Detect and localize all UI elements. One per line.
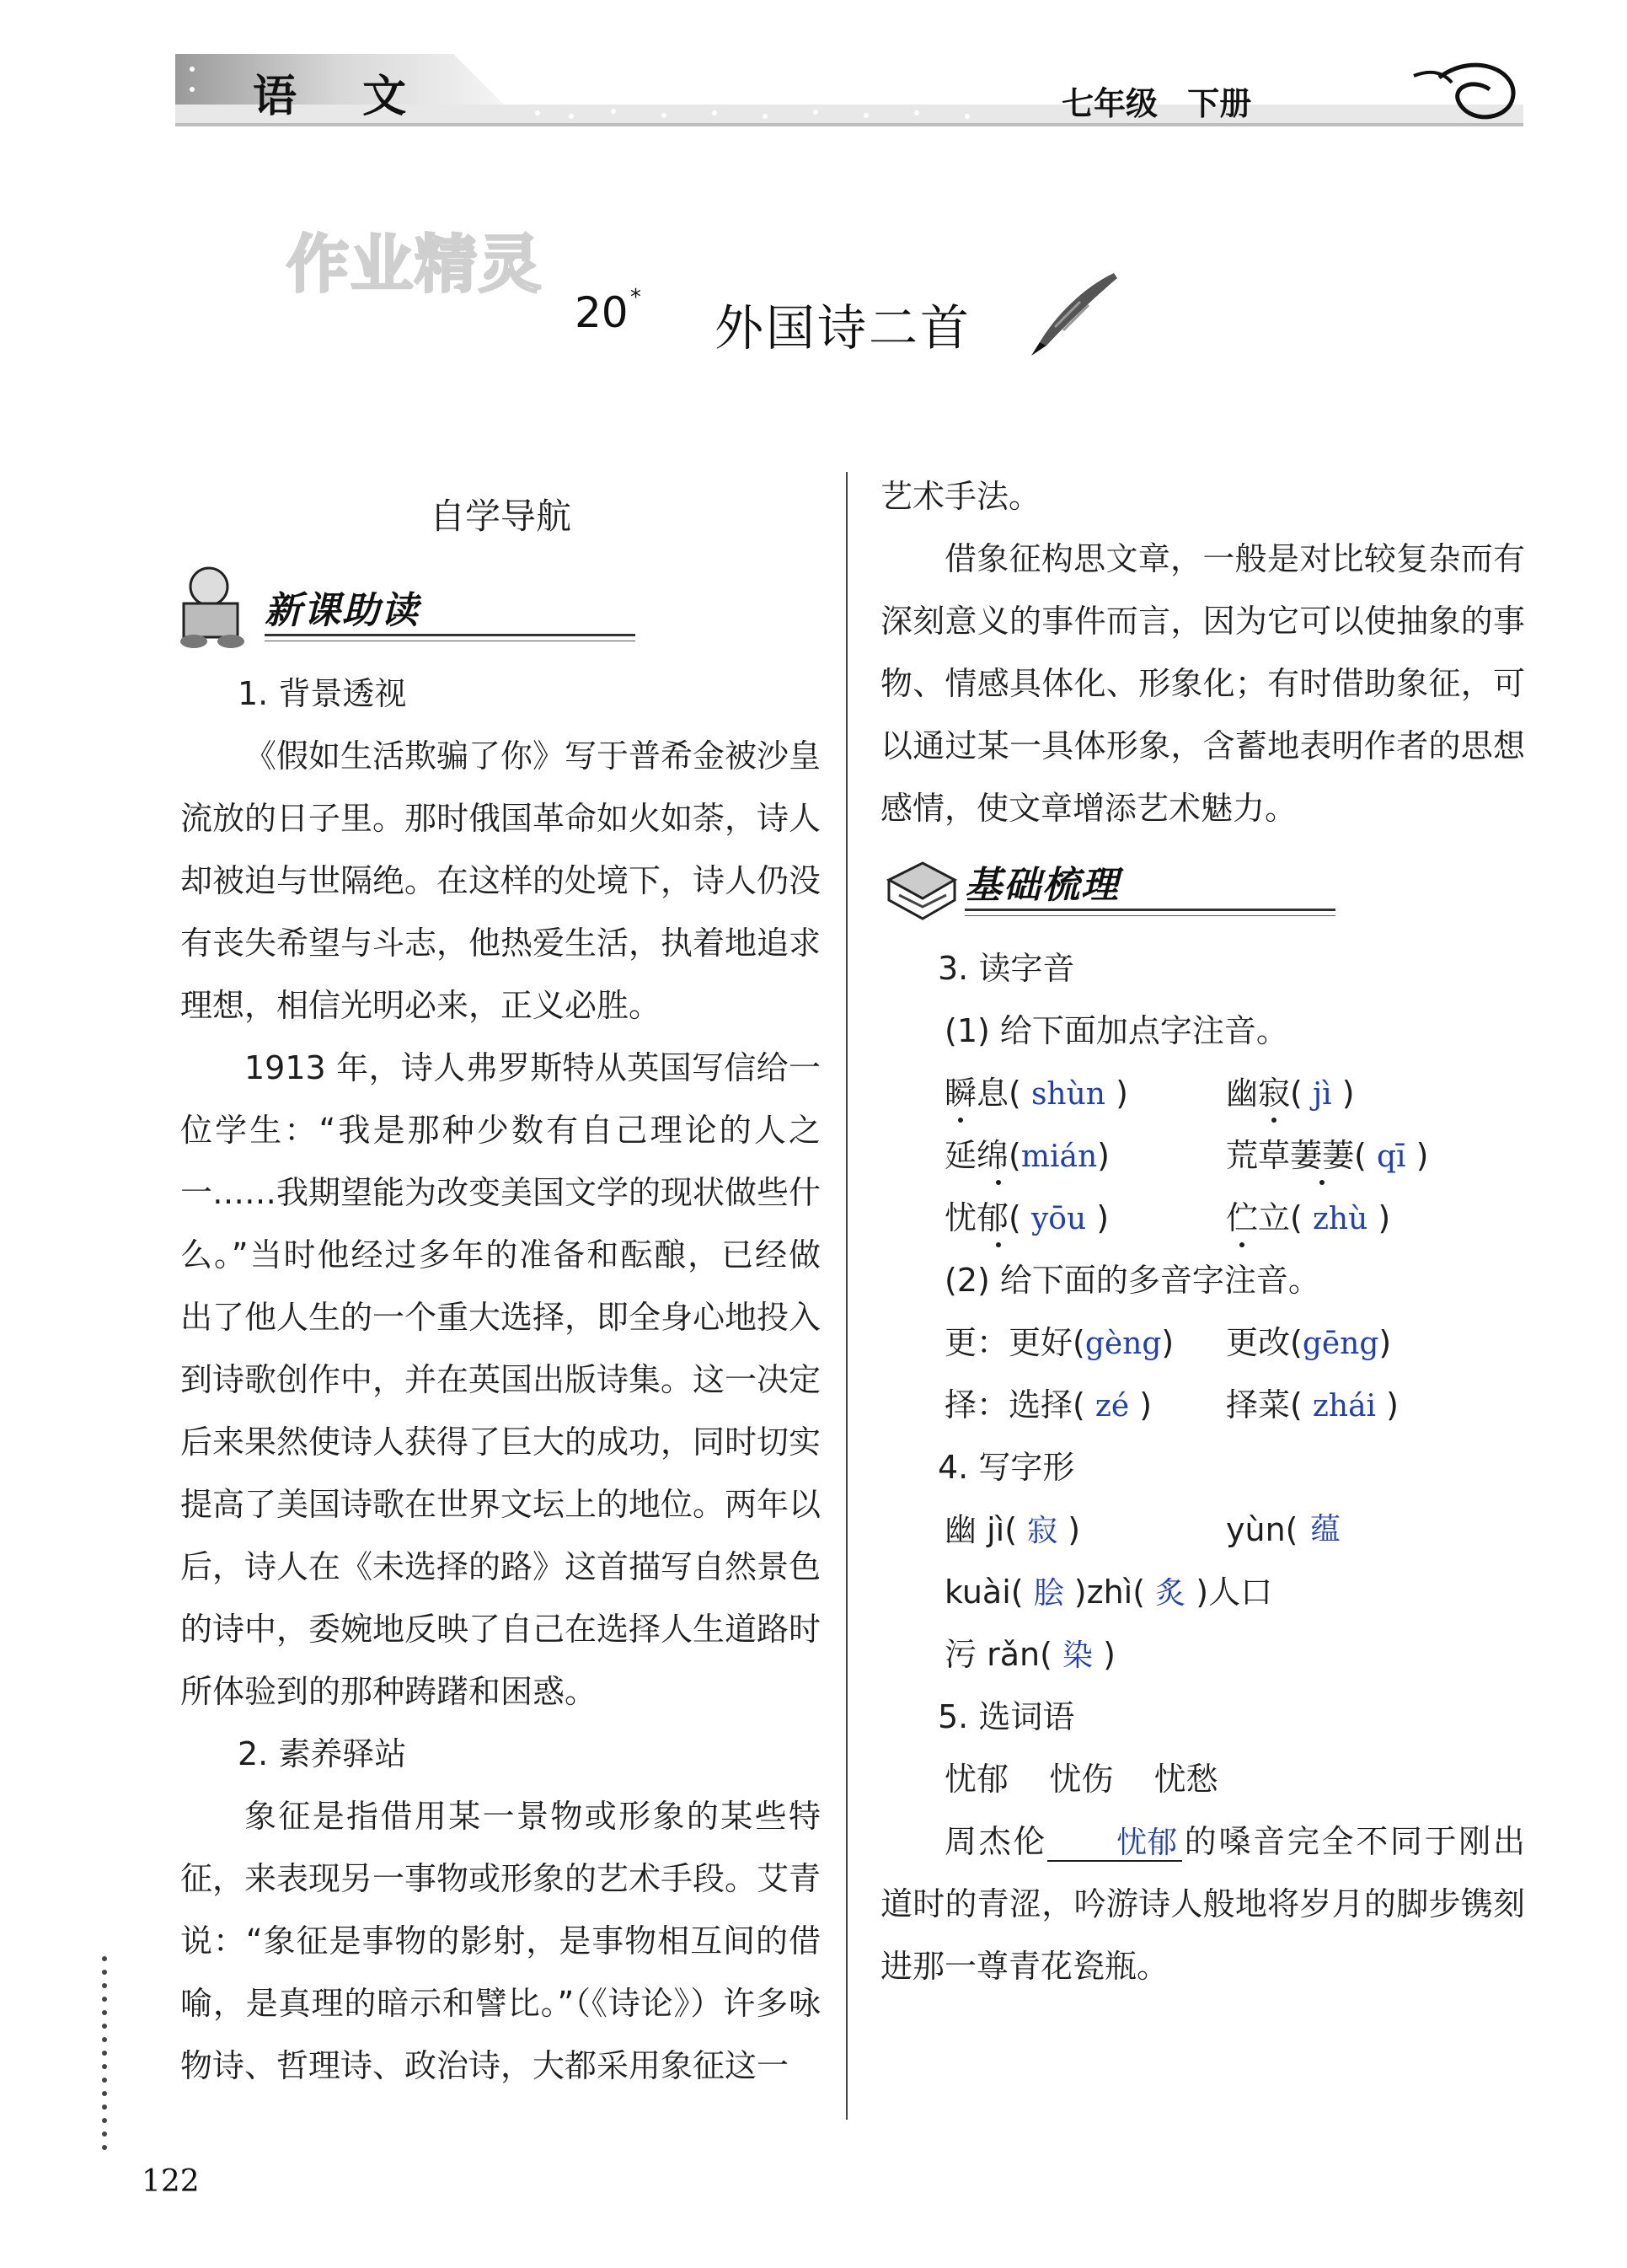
banner-underline bbox=[265, 634, 635, 636]
item-text: ) bbox=[1116, 1075, 1128, 1112]
banner-basics bbox=[880, 843, 1525, 936]
margin-dots bbox=[101, 1954, 108, 2156]
item-text: ) bbox=[1097, 1137, 1110, 1174]
q3-1-instruction: (1) 给下面加点字注音。 bbox=[945, 1012, 1288, 1049]
item-text: ) bbox=[1161, 1324, 1175, 1361]
pinyin-row-3 bbox=[880, 1187, 1525, 1249]
answer: jì bbox=[1312, 1077, 1332, 1112]
item1-heading: 1. 背景透视 bbox=[238, 675, 407, 712]
item-text: 荒草 bbox=[1226, 1137, 1291, 1174]
item-text: yùn( bbox=[1226, 1511, 1298, 1548]
polyphone-row-1 bbox=[880, 1311, 1525, 1374]
answer: 脍 bbox=[1033, 1576, 1064, 1611]
paragraph-1: 《假如生活欺骗了你》写于普希金被沙皇流放的日子里。那时俄国革命如火如荼，诗人却被迫与世隔绝。在这样的处境下，诗人仍没有丧失希望与斗志，他热爱生活，执着地追求理想，相信光明必来，正义必胜。 bbox=[180, 737, 822, 1024]
quill-pen-icon bbox=[1021, 268, 1122, 361]
dotted-char: 伫 bbox=[1226, 1187, 1258, 1249]
banner-label: 基础梳理 bbox=[965, 864, 1120, 907]
answer: 蕴 bbox=[1310, 1512, 1341, 1547]
answer: gèng bbox=[1084, 1327, 1162, 1361]
item-text: )zhì( bbox=[1073, 1574, 1146, 1611]
banner-label: 新课助读 bbox=[265, 589, 420, 632]
section-title: 自学导航 bbox=[429, 496, 571, 537]
item-text: 周杰伦 bbox=[945, 1823, 1048, 1860]
lesson-number: 20 bbox=[575, 288, 629, 337]
answer-blank: 忧郁 bbox=[1047, 1826, 1182, 1862]
page-number: 122 bbox=[142, 2164, 200, 2199]
item-text: 忧 bbox=[945, 1199, 977, 1236]
dotted-char: 郁( bbox=[977, 1187, 1021, 1249]
answer: qī bbox=[1376, 1139, 1406, 1174]
grade-label: 七年级 下册 bbox=[1062, 85, 1252, 122]
subject-label: 语 文 bbox=[253, 72, 432, 122]
banner-new-lesson bbox=[180, 568, 821, 661]
answer: zé bbox=[1094, 1389, 1130, 1424]
item-text: ) bbox=[1068, 1511, 1081, 1548]
watermark-text: 作业精灵 bbox=[286, 228, 543, 301]
q4-heading: 4. 写字形 bbox=[938, 1449, 1075, 1486]
item-text: 幽 bbox=[1226, 1075, 1259, 1112]
polyphone-row-2 bbox=[880, 1374, 1525, 1436]
answer: zhái bbox=[1312, 1389, 1377, 1424]
right-column bbox=[880, 465, 1525, 1997]
pinyin-row-2 bbox=[880, 1124, 1525, 1187]
item-text: ) bbox=[1096, 1199, 1110, 1236]
dotted-char: 寂 bbox=[1258, 1062, 1290, 1124]
item-text: kuài( bbox=[945, 1574, 1024, 1611]
item-text: ) bbox=[1386, 1386, 1399, 1424]
q5-heading: 5. 选词语 bbox=[938, 1698, 1075, 1735]
banner-underline bbox=[965, 909, 1335, 911]
answer: yōu bbox=[1030, 1202, 1087, 1236]
paragraph-continued: 艺术手法。 bbox=[880, 478, 1041, 515]
item2-heading: 2. 素养驿站 bbox=[238, 1735, 407, 1772]
item-text: 立( bbox=[1258, 1199, 1303, 1236]
item-text: 幽 jì( bbox=[945, 1511, 1018, 1548]
char-row-1 bbox=[880, 1499, 1525, 1561]
item-text: ) bbox=[1378, 1199, 1391, 1236]
char-row-3 bbox=[880, 1623, 1525, 1686]
paragraph-3: 象征是指借用某一景物或形象的某些特征，来表现另一事物或形象的艺术手段。艾青说：“象征是事物的影射，是事物相互间的借喻，是真理的暗示和譬比。”（《诗论》）许多咏物诗、哲理诗、政治诗，大都采用象征这一 bbox=[180, 1798, 822, 2084]
answer: 寂 bbox=[1027, 1514, 1058, 1548]
item-text: ( bbox=[1354, 1137, 1367, 1174]
item-text: 更改( bbox=[1226, 1324, 1303, 1361]
banner-underline-thin bbox=[965, 915, 1335, 916]
item-text: ( bbox=[1290, 1075, 1303, 1112]
dotted-char: 瞬 bbox=[945, 1062, 977, 1124]
answer: mián bbox=[1020, 1139, 1098, 1174]
dotted-char: 萋萋 bbox=[1290, 1124, 1354, 1187]
item-text: ) bbox=[1341, 1075, 1355, 1112]
item-text: 择菜( bbox=[1226, 1386, 1303, 1424]
item-text: ) bbox=[1103, 1636, 1116, 1673]
item-text: ) bbox=[1378, 1324, 1392, 1361]
item-text: 更：更好( bbox=[945, 1324, 1085, 1361]
item-text: 择：选择( bbox=[945, 1386, 1085, 1424]
q3-2-instruction: (2) 给下面的多音字注音。 bbox=[945, 1262, 1320, 1299]
reading-child-icon bbox=[169, 561, 261, 654]
item-text: 延 bbox=[945, 1137, 977, 1174]
left-column bbox=[180, 485, 821, 2097]
dotted-char: 绵( bbox=[977, 1124, 1021, 1187]
item-text: ) bbox=[1416, 1137, 1429, 1174]
book-icon bbox=[880, 846, 961, 927]
lesson-title: 外国诗二首 bbox=[714, 299, 972, 357]
answer: gēng bbox=[1302, 1327, 1379, 1361]
item-text: 污 rǎn( bbox=[945, 1636, 1052, 1673]
lesson-mark: * bbox=[630, 285, 641, 310]
paragraph-4: 借象征构思文章，一般是对比较复杂而有深刻意义的事件而言，因为它可以使抽象的事物、情感具体化、形象化；有时借助象征，可以通过某一具体形象，含蓄地表明作者的思想感情，使文章增添艺术魅力。 bbox=[880, 540, 1525, 827]
char-row-2 bbox=[880, 1561, 1525, 1623]
answer: shùn bbox=[1030, 1077, 1105, 1112]
item-text: ) bbox=[1139, 1386, 1153, 1424]
q5-options: 忧郁 忧伤 忧愁 bbox=[945, 1761, 1218, 1798]
q3-heading: 3. 读字音 bbox=[938, 950, 1075, 987]
item-text: )人口 bbox=[1196, 1574, 1273, 1611]
item-text: 息( bbox=[977, 1075, 1021, 1112]
item-text: 的嗓音完全不同于刚出道时的青涩，吟游诗人般地将岁月的脚步镌刻进那一尊青花瓷瓶。 bbox=[880, 1823, 1525, 1985]
pinyin-row-1 bbox=[880, 1062, 1525, 1124]
answer: 染 bbox=[1062, 1638, 1094, 1673]
q5-sentence bbox=[880, 1810, 1525, 1997]
answer: zhù bbox=[1312, 1202, 1368, 1236]
answer: 炙 bbox=[1155, 1576, 1186, 1611]
column-divider bbox=[846, 472, 848, 2120]
paragraph-2: 1913 年，诗人弗罗斯特从英国写信给一位学生：“我是那种少数有自己理论的人之一……我期望能为改变美国文学的现状做些什么。”当时他经过多年的准备和酝酿，已经做出了他人生的一个重大选择，即全身心地投入到诗歌创作中，并在英国出版诗集。这一决定后来果然使诗人获得了巨大的成功，同时切实提高了美国诗歌在世界文坛上的地位。两年以后，诗人在《未选择的路》这首描写自然景色的诗中，委婉地反映了自己在选择人生道路时所体验到的那种踌躇和困惑。 bbox=[180, 1049, 822, 1710]
